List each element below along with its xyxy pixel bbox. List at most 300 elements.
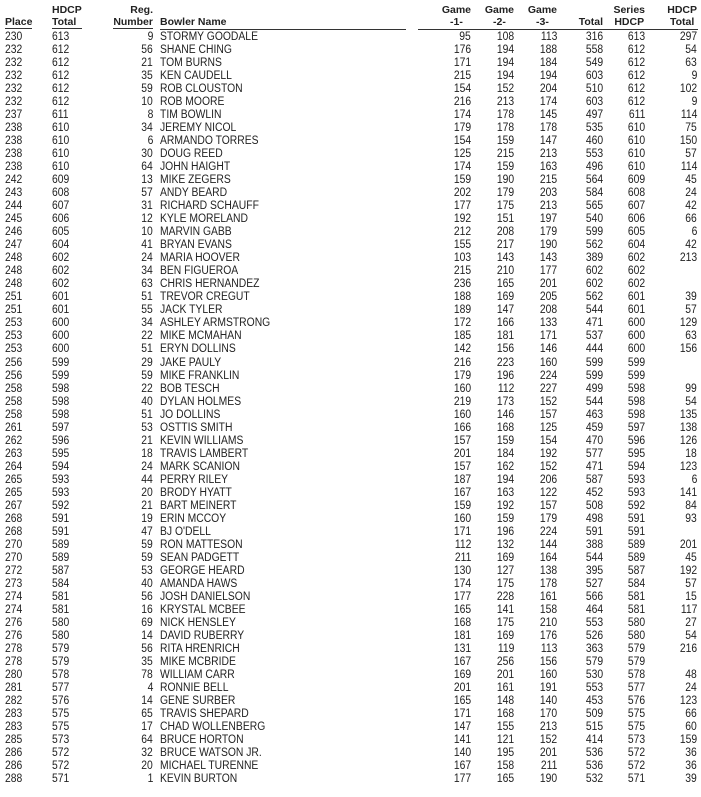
cell-series-hdcp: 575 [627,721,645,734]
cell-game2: 168 [496,421,514,434]
cell-place: 247 [5,239,23,252]
cell-total: 463 [585,408,603,421]
cell-hdcp-total-right: 192 [679,564,697,577]
cell-game2: 127 [496,564,514,577]
cell-bowler-name: JACK TYLER [160,304,223,317]
cell-bowler-name: GEORGE HEARD [160,564,245,577]
cell-hdcp-total-left: 587 [52,564,70,577]
cell-game2: 210 [496,265,514,278]
cell-reg-number: 34 [141,317,153,330]
cell-series-hdcp: 593 [627,486,645,499]
cell-game3: 156 [539,655,557,668]
cell-game2: 213 [496,96,514,109]
cell-hdcp-total-right: 36 [685,760,697,773]
cell-game3: 205 [539,291,557,304]
cell-reg-number: 64 [141,161,153,174]
cell-hdcp-total-right: 54 [685,395,697,408]
cell-game1: 154 [453,83,471,96]
cell-game2: 178 [496,109,514,122]
cell-game1: 179 [453,369,471,382]
cell-bowler-name: ERIN MCCOY [160,512,227,525]
cell-game2: 159 [496,161,514,174]
cell-place: 238 [5,161,23,174]
cell-total: 558 [585,44,603,57]
cell-bowler-name: JOSH DANIELSON [160,590,251,603]
cell-hdcp-total-left: 575 [52,721,70,734]
table-row [0,317,701,330]
cell-game1: 171 [453,525,471,538]
cell-game1: 159 [453,499,471,512]
cell-total: 452 [585,486,603,499]
cell-hdcp-total-right: 15 [685,590,697,603]
cell-reg-number: 35 [141,70,153,83]
cell-hdcp-total-right: 54 [685,629,697,642]
cell-place: 261 [5,421,23,434]
header-line: Total [52,16,82,29]
cell-series-hdcp: 597 [627,421,645,434]
cell-total: 591 [585,525,603,538]
cell-game3: 206 [539,473,557,486]
cell-reg-number: 19 [141,512,153,525]
cell-game2: 159 [496,512,514,525]
table-row [0,747,701,760]
cell-hdcp-total-right: 297 [679,31,697,43]
cell-game1: 157 [453,460,471,473]
cell-series-hdcp: 580 [627,629,645,642]
cell-series-hdcp: 572 [627,747,645,760]
cell-game2: 166 [496,317,514,330]
cell-reg-number: 64 [141,734,153,747]
cell-total: 549 [585,57,603,70]
cell-series-hdcp: 589 [627,551,645,564]
cell-hdcp-total-left: 600 [52,343,70,356]
cell-hdcp-total-left: 579 [52,655,70,668]
cell-game1: 215 [453,70,471,83]
cell-series-hdcp: 610 [627,148,645,161]
cell-series-hdcp: 609 [627,174,645,187]
table-row [0,643,701,656]
cell-reg-number: 20 [141,760,153,773]
cell-hdcp-total-right: 57 [685,148,697,161]
cell-reg-number: 35 [141,655,153,668]
cell-game1: 167 [453,486,471,499]
cell-bowler-name: STORMY GOODALE [160,31,258,43]
cell-hdcp-total-left: 599 [52,356,70,369]
cell-total: 587 [585,473,603,486]
cell-place: 238 [5,135,23,148]
cell-bowler-name: JAKE PAULY [160,356,222,369]
cell-series-hdcp: 594 [627,460,645,473]
cell-bowler-name: MICHAEL TURENNE [160,760,259,773]
cell-game1: 216 [453,96,471,109]
cell-game1: 112 [454,538,471,551]
cell-bowler-name: BRUCE HORTON [160,734,244,747]
cell-hdcp-total-right: 159 [679,734,697,747]
cell-total: 509 [585,708,603,721]
cell-bowler-name: KEN CAUDELL [160,70,232,83]
cell-series-hdcp: 607 [627,200,645,213]
cell-game2: 194 [496,70,514,83]
cell-game2: 196 [496,369,514,382]
cell-bowler-name: GENE SURBER [160,695,236,708]
cell-series-hdcp: 599 [627,356,645,369]
header-line: HDCP [52,4,82,16]
cell-total: 471 [585,317,603,330]
cell-hdcp-total-left: 589 [52,551,70,564]
cell-hdcp-total-left: 601 [52,291,70,304]
cell-game2: 161 [496,682,514,694]
cell-game2: 228 [496,590,514,603]
cell-game3: 122 [539,486,557,499]
cell-hdcp-total-right: 213 [679,252,697,265]
cell-hdcp-total-left: 593 [52,473,70,486]
cell-series-hdcp: 579 [627,655,645,668]
cell-place: 278 [5,655,23,668]
cell-place: 288 [5,773,23,786]
cell-game1: 174 [453,109,471,122]
cell-reg-number: 6 [147,135,153,148]
cell-reg-number: 55 [141,304,153,317]
table-row [0,213,701,226]
cell-game3: 144 [539,538,557,551]
cell-reg-number: 40 [141,577,153,590]
cell-reg-number: 41 [141,239,153,252]
cell-bowler-name: ROB CLOUSTON [160,83,243,96]
cell-reg-number: 10 [141,96,153,109]
cell-total: 536 [585,760,603,773]
table-row [0,83,701,96]
cell-hdcp-total-right: 45 [685,551,697,564]
cell-game1: 159 [453,174,471,187]
cell-total: 544 [585,551,603,564]
cell-total: 444 [585,343,603,356]
table-row [0,148,701,161]
cell-series-hdcp: 610 [627,161,645,174]
cell-hdcp-total-right: 42 [685,239,697,252]
cell-game3: 213 [539,721,557,734]
cell-game2: 121 [496,734,514,747]
cell-series-hdcp: 591 [627,525,645,538]
cell-hdcp-total-right: 6 [691,226,697,239]
cell-total: 363 [585,642,603,655]
cell-place: 245 [5,213,23,226]
cell-place: 264 [5,460,23,473]
cell-total: 535 [585,122,603,135]
cell-series-hdcp: 600 [627,317,645,330]
cell-game3: 213 [539,200,557,213]
table-row [0,383,701,396]
cell-hdcp-total-right: 114 [680,161,697,174]
cell-hdcp-total-left: 599 [52,369,70,382]
cell-hdcp-total-left: 602 [52,252,70,265]
cell-hdcp-total-left: 593 [52,486,70,499]
cell-bowler-name: WILLIAM CARR [160,668,235,681]
cell-hdcp-total-left: 592 [52,499,70,512]
table-row [0,239,701,252]
cell-hdcp-total-right: 129 [679,317,697,330]
cell-reg-number: 21 [141,499,153,512]
cell-reg-number: 21 [141,434,153,447]
cell-hdcp-total-right: 36 [685,747,697,760]
cell-game1: 154 [453,135,471,148]
cell-total: 526 [585,629,603,642]
cell-game3: 204 [539,83,557,96]
cell-place: 265 [5,473,23,486]
cell-game1: 181 [453,629,471,642]
cell-place: 286 [5,747,23,760]
cell-game3: 203 [539,187,557,200]
cell-game1: 187 [453,473,471,486]
cell-total: 603 [585,96,603,109]
cell-hdcp-total-right: 39 [685,291,697,304]
cell-series-hdcp: 605 [627,226,645,239]
table-row [0,695,701,708]
cell-series-hdcp: 584 [627,577,645,590]
cell-total: 540 [585,213,603,226]
cell-place: 256 [5,356,23,369]
cell-bowler-name: BOB TESCH [160,382,220,395]
cell-game3: 197 [539,213,557,226]
cell-hdcp-total-right: 39 [685,773,697,786]
cell-reg-number: 16 [141,603,153,616]
cell-reg-number: 34 [141,122,153,135]
cell-game2: 169 [496,629,514,642]
cell-game3: 190 [539,239,557,252]
cell-game3: 154 [539,434,557,447]
header-place [5,4,32,29]
cell-reg-number: 30 [141,148,153,161]
cell-series-hdcp: 587 [627,564,645,577]
cell-game1: 166 [453,421,471,434]
cell-total: 499 [585,382,603,395]
cell-game3: 158 [539,603,557,616]
header-game1 [442,4,471,28]
cell-bowler-name: DYLAN HOLMES [160,395,242,408]
table-row [0,773,701,786]
cell-game3: 152 [539,460,557,473]
cell-series-hdcp: 592 [627,499,645,512]
cell-total: 497 [585,109,603,122]
cell-series-hdcp: 602 [627,252,645,265]
cell-series-hdcp: 599 [627,369,645,382]
cell-bowler-name: RITA HRENRICH [160,642,240,655]
cell-place: 238 [5,148,23,161]
cell-hdcp-total-right: 117 [680,603,697,616]
cell-place: 248 [5,278,23,291]
cell-hdcp-total-left: 580 [52,616,70,629]
header-line: Total [578,16,603,28]
cell-reg-number: 24 [141,460,153,473]
cell-place: 232 [5,57,23,70]
cell-game3: 113 [540,642,557,655]
cell-reg-number: 8 [147,109,153,122]
cell-bowler-name: SHANE CHING [160,44,232,57]
cell-game2: 141 [496,603,514,616]
cell-bowler-name: TOM BURNS [160,57,222,70]
cell-series-hdcp: 580 [627,616,645,629]
cell-game3: 191 [539,682,557,694]
cell-hdcp-total-left: 610 [52,148,70,161]
cell-bowler-name: TRAVIS LAMBERT [160,447,249,460]
cell-game3: 208 [539,304,557,317]
cell-reg-number: 56 [141,590,153,603]
cell-hdcp-total-left: 581 [52,590,70,603]
table-row [0,31,701,44]
header-bowler-name [160,4,227,28]
cell-bowler-name: RON MATTESON [160,538,243,551]
cell-game1: 171 [453,57,471,70]
cell-game2: 194 [496,57,514,70]
cell-game2: 169 [496,291,514,304]
cell-place: 253 [5,343,23,356]
table-row [0,330,701,343]
cell-total: 584 [585,187,603,200]
cell-game2: 151 [496,213,514,226]
cell-game1: 188 [453,291,471,304]
cell-series-hdcp: 577 [627,682,645,694]
table-row [0,96,701,109]
cell-total: 508 [585,499,603,512]
header-line: Game [484,4,514,16]
cell-place: 274 [5,603,23,616]
cell-reg-number: 14 [141,629,153,642]
cell-hdcp-total-left: 612 [52,57,70,70]
cell-hdcp-total-right: 9 [691,70,697,83]
cell-hdcp-total-left: 598 [52,395,70,408]
table-row [0,161,701,174]
cell-game2: 173 [496,395,514,408]
table-row [0,44,701,57]
table-row [0,435,701,448]
cell-bowler-name: MIKE FRANKLIN [160,369,240,382]
header-rule-right [418,29,698,30]
cell-series-hdcp: 598 [627,395,645,408]
cell-bowler-name: RICHARD SCHAUFF [160,200,259,213]
cell-total: 553 [585,616,603,629]
cell-game2: 195 [496,747,514,760]
cell-hdcp-total-left: 612 [52,96,70,109]
cell-total: 544 [585,304,603,317]
cell-game1: 169 [453,668,471,681]
cell-game1: 165 [453,603,471,616]
cell-total: 566 [585,590,603,603]
cell-game2: 163 [496,486,514,499]
cell-reg-number: 53 [141,564,153,577]
cell-reg-number: 65 [141,708,153,721]
table-row [0,552,701,565]
table-row [0,252,701,265]
cell-hdcp-total-right: 75 [685,122,697,135]
cell-place: 230 [5,31,23,43]
cell-hdcp-total-left: 605 [52,226,70,239]
cell-game2: 152 [496,83,514,96]
cell-hdcp-total-right: 27 [685,616,697,629]
header-reg-number [113,4,153,29]
header-series-hdcp [613,4,645,28]
cell-game3: 171 [539,330,557,343]
cell-place: 272 [5,564,23,577]
cell-reg-number: 31 [141,200,153,213]
cell-total: 414 [585,734,603,747]
cell-place: 281 [5,682,23,694]
cell-reg-number: 22 [141,330,153,343]
cell-hdcp-total-right: 18 [685,447,697,460]
cell-game3: 157 [539,499,557,512]
cell-game3: 163 [539,161,557,174]
cell-total: 577 [585,447,603,460]
cell-reg-number: 9 [147,31,153,43]
table-row [0,513,701,526]
cell-hdcp-total-right: 126 [679,434,697,447]
cell-series-hdcp: 598 [627,408,645,421]
cell-total: 536 [585,747,603,760]
cell-series-hdcp: 611 [628,109,645,122]
cell-hdcp-total-right: 24 [685,682,697,694]
cell-series-hdcp: 600 [627,330,645,343]
cell-game1: 140 [453,747,471,760]
cell-bowler-name: JEREMY NICOL [160,122,237,135]
cell-bowler-name: CHRIS HERNANDEZ [160,278,260,291]
cell-game2: 147 [496,304,514,317]
cell-total: 562 [585,239,603,252]
cell-game3: 157 [539,408,557,421]
cell-hdcp-total-left: 602 [52,265,70,278]
cell-game3: 133 [539,317,557,330]
cell-place: 286 [5,760,23,773]
cell-bowler-name: PERRY RILEY [160,473,229,486]
table-row [0,422,701,435]
cell-place: 276 [5,629,23,642]
cell-game1: 167 [453,655,471,668]
cell-hdcp-total-left: 606 [52,213,70,226]
table-row [0,357,701,370]
cell-game1: 174 [453,161,471,174]
cell-total: 599 [585,369,603,382]
cell-total: 527 [585,577,603,590]
cell-reg-number: 32 [141,747,153,760]
cell-hdcp-total-right: 216 [679,642,697,655]
cell-hdcp-total-left: 572 [52,760,70,773]
cell-bowler-name: KEVIN WILLIAMS [160,434,244,447]
cell-total: 530 [585,668,603,681]
cell-game2: 148 [496,695,514,708]
cell-bowler-name: ASHLEY ARMSTRONG [160,317,271,330]
cell-bowler-name: BRUCE WATSON JR. [160,747,262,760]
cell-series-hdcp: 606 [627,213,645,226]
cell-hdcp-total-right: 9 [691,96,697,109]
cell-game1: 202 [453,187,471,200]
cell-series-hdcp: 612 [627,57,645,70]
cell-total: 564 [585,174,603,187]
header-total [579,4,603,28]
cell-game1: 130 [453,564,471,577]
cell-game2: 217 [496,239,514,252]
cell-hdcp-total-right: 57 [685,577,697,590]
cell-reg-number: 78 [141,668,153,681]
cell-total: 579 [585,655,603,668]
header-game2 [485,4,514,28]
cell-game1: 160 [453,512,471,525]
cell-total: 599 [585,226,603,239]
cell-game2: 190 [496,174,514,187]
cell-reg-number: 29 [141,356,153,369]
cell-reg-number: 12 [141,213,153,226]
cell-place: 270 [5,551,23,564]
cell-place: 243 [5,187,23,200]
cell-hdcp-total-left: 594 [52,460,70,473]
cell-series-hdcp: 602 [627,265,645,278]
cell-reg-number: 51 [141,291,153,304]
